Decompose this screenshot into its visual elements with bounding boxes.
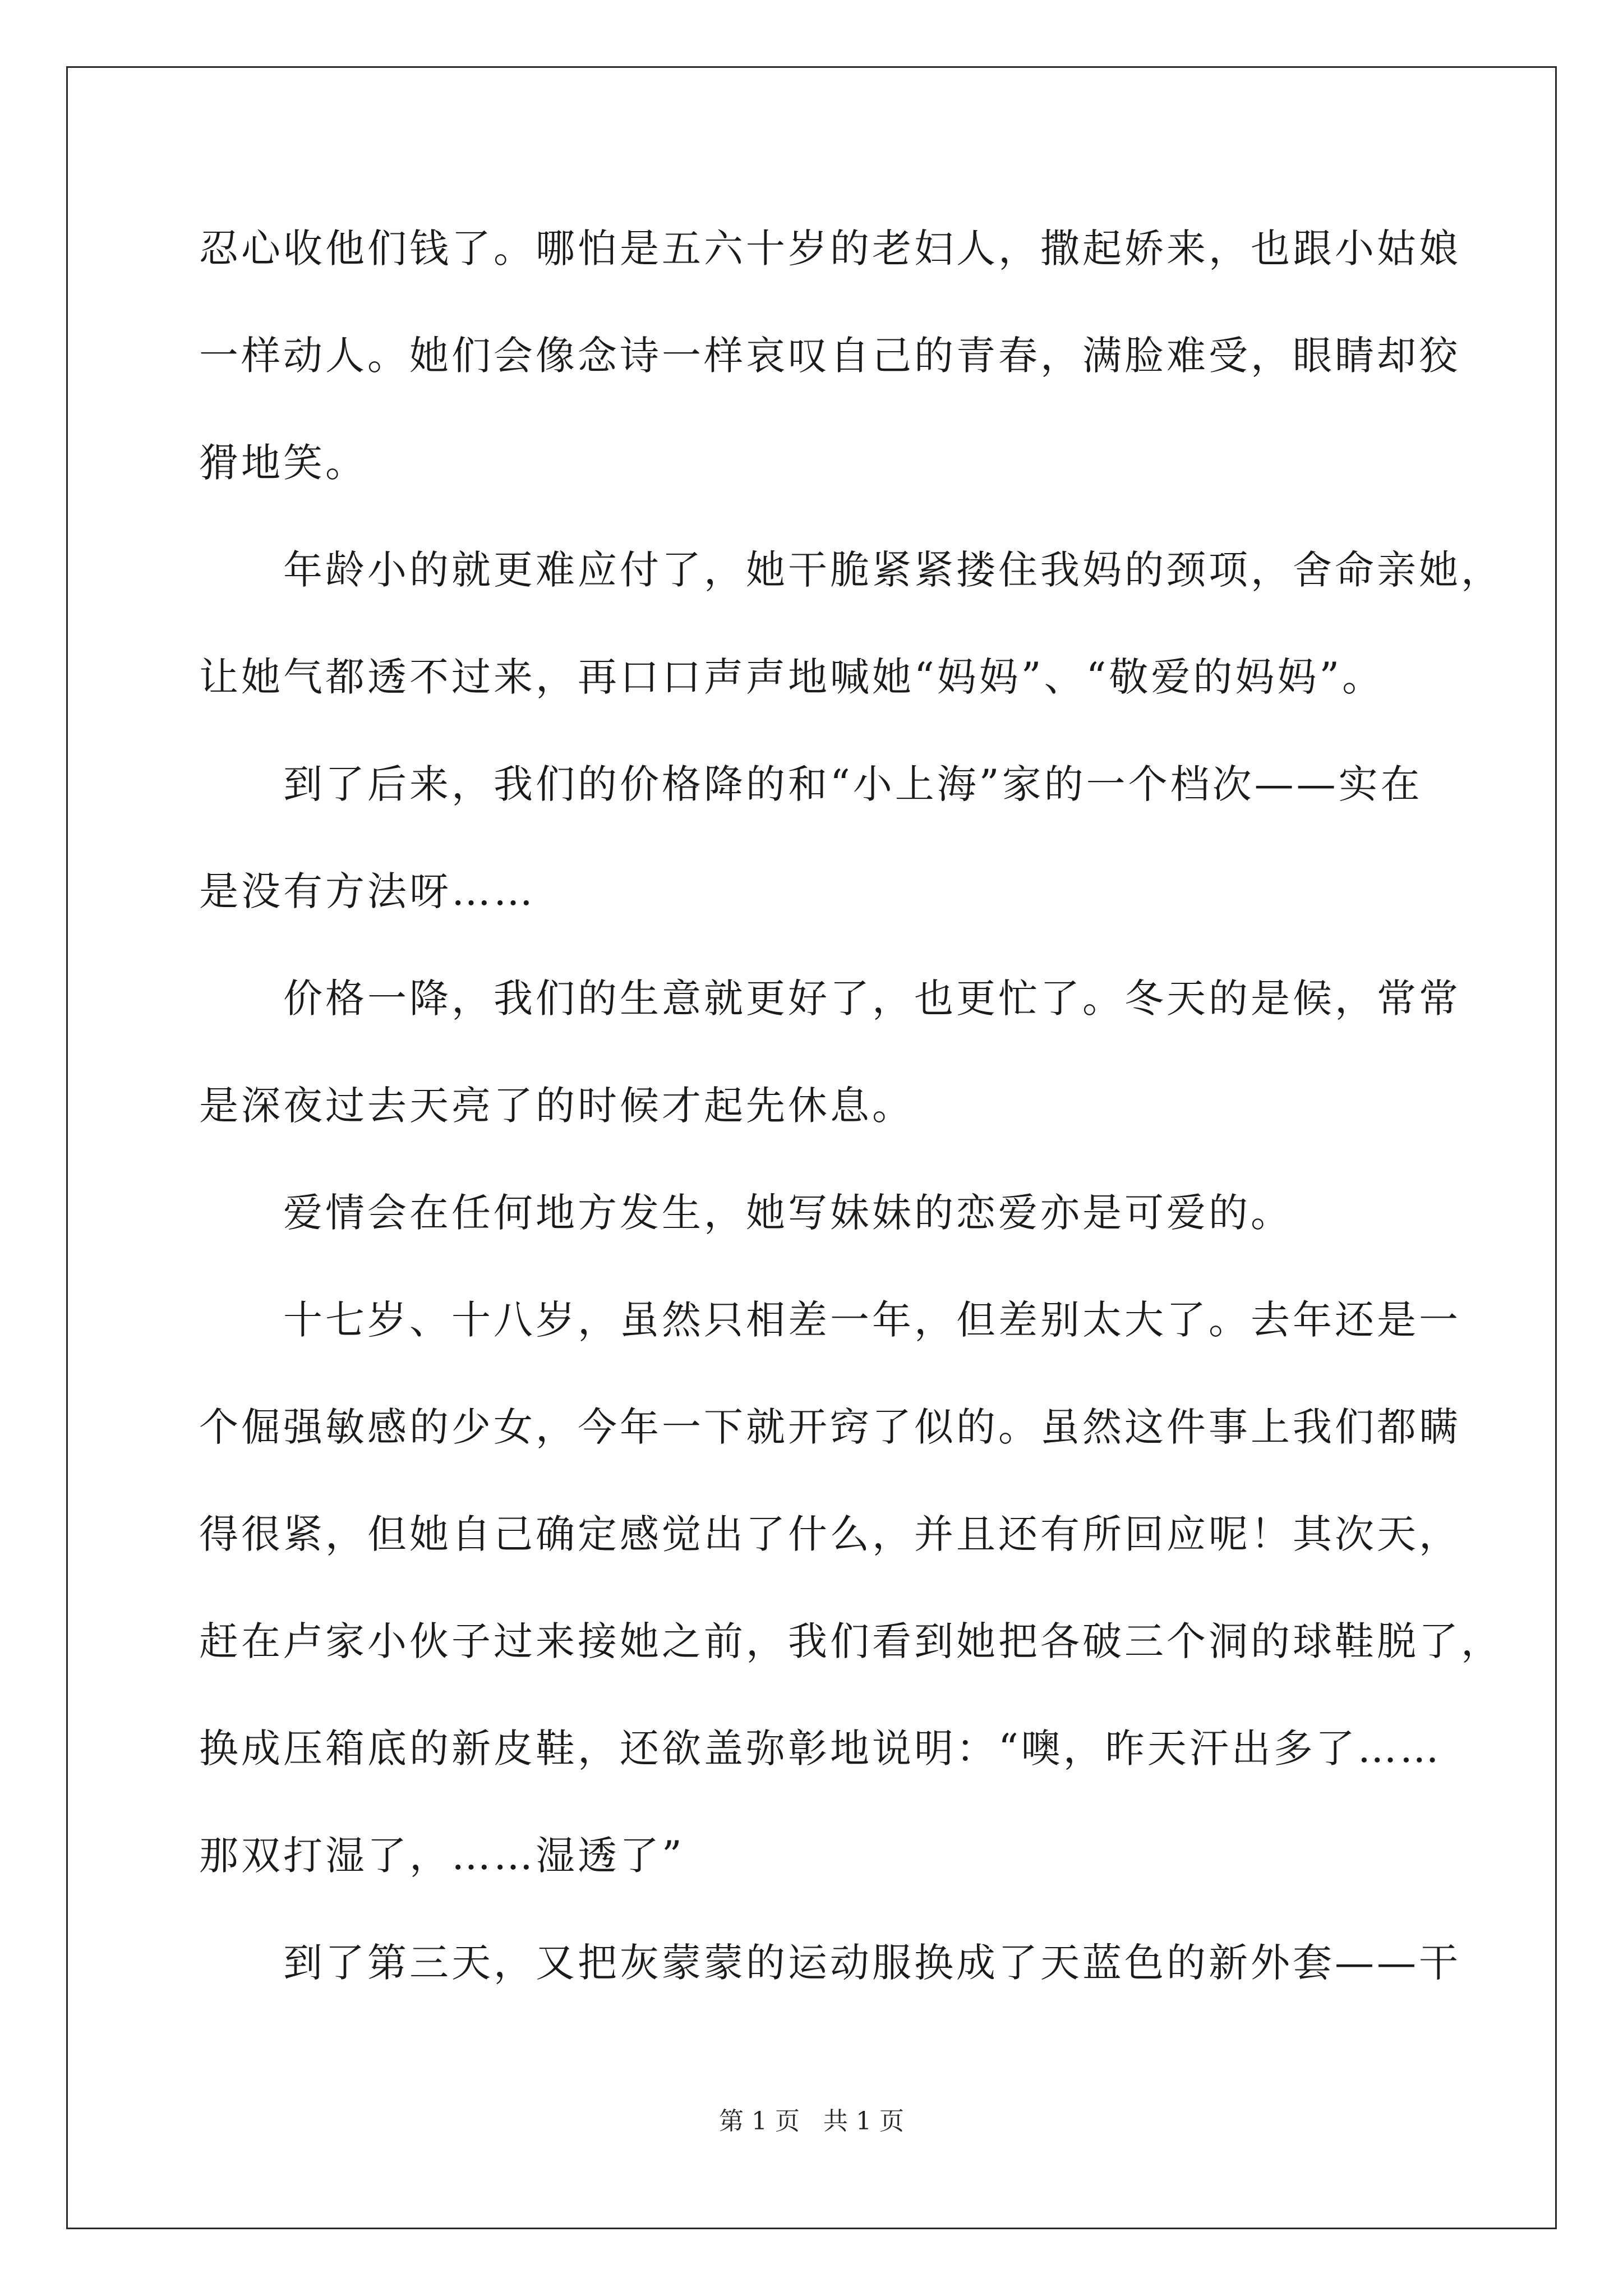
text-line: 换成压箱底的新皮鞋，还欲盖弥彰地说明：“噢，昨天汗出多了…… — [199, 1726, 1442, 1772]
text-line: 十七岁、十八岁，虽然只相差一年，但差别太大了。去年还是一 — [199, 1297, 1461, 1343]
text-line: 一样动人。她们会像念诗一样哀叹自己的青春，满脸难受，眼睛却狡 — [199, 333, 1461, 379]
text-line: 是深夜过去天亮了的时候才起先休息。 — [199, 1083, 914, 1129]
text-line: 赶在卢家小伙子过来接她之前，我们看到她把各破三个洞的球鞋脱了， — [199, 1618, 1503, 1664]
text-line: 到了第三天，又把灰蒙蒙的运动服换成了天蓝色的新外套——干 — [199, 1940, 1461, 1986]
text-line: 得很紧，但她自己确定感觉出了什么，并且还有所回应呢！其次天， — [199, 1511, 1461, 1557]
text-line: 年龄小的就更难应付了，她干脆紧紧搂住我妈的颈项，舍命亲她， — [199, 547, 1503, 593]
text-line: 忍心收他们钱了。哪怕是五六十岁的老妇人，撒起娇来，也跟小姑娘 — [199, 226, 1461, 272]
text-line: 让她气都透不过来，再口口声声地喊她“妈妈”、“敬爱的妈妈”。 — [199, 654, 1385, 700]
page-total: 共 1 页 — [823, 2107, 904, 2136]
text-line: 那双打湿了，……湿透了” — [199, 1833, 685, 1879]
text-line: 个倔强敏感的少女，今年一下就开窍了似的。虽然这件事上我们都瞒 — [199, 1404, 1461, 1450]
text-line: 到了后来，我们的价格降的和“小上海”家的一个档次——实在 — [199, 761, 1423, 807]
text-line: 猾地笑。 — [199, 440, 367, 486]
document-body — [199, 218, 1503, 2039]
page-footer — [0, 2105, 1623, 2138]
text-line: 爱情会在任何地方发生，她写妹妹的恋爱亦是可爱的。 — [199, 1190, 1293, 1236]
text-line: 是没有方法呀…… — [199, 868, 536, 914]
page-number: 第 1 页 — [719, 2107, 800, 2136]
text-line: 价格一降，我们的生意就更好了，也更忙了。冬天的是候，常常 — [199, 976, 1461, 1022]
